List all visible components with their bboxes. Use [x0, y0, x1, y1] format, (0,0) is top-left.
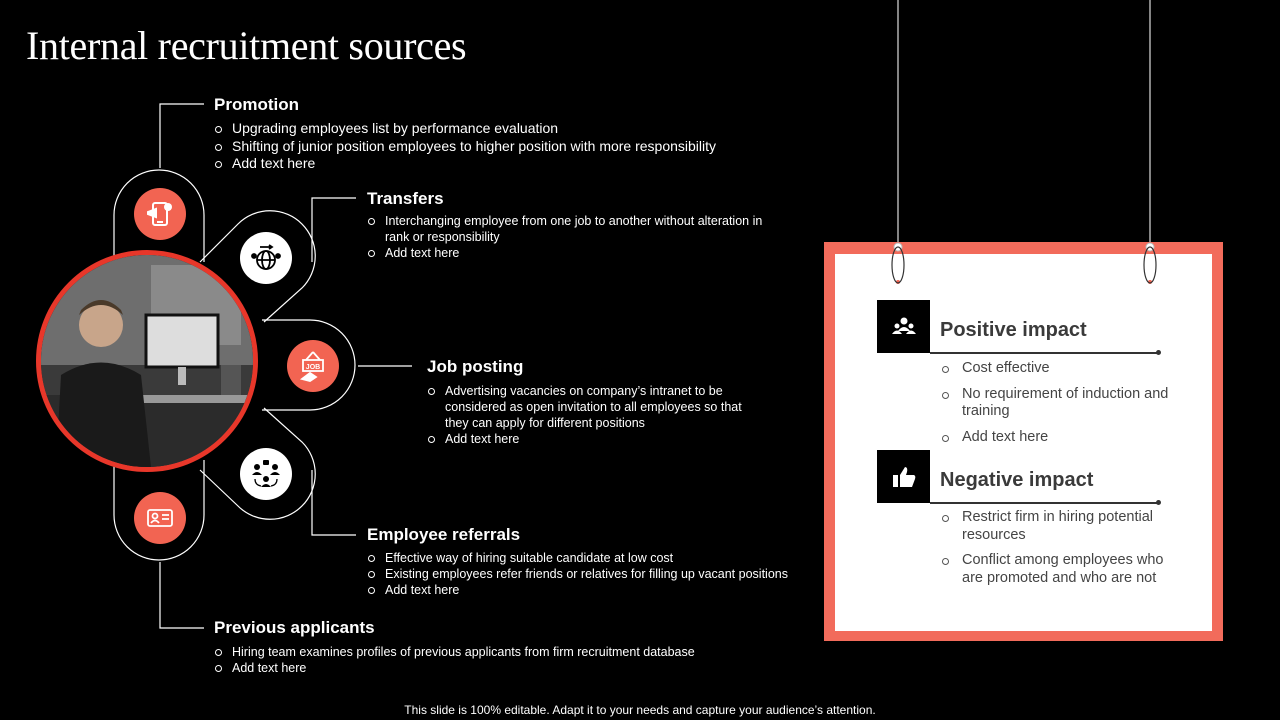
transfers-heading: Transfers	[367, 189, 444, 208]
negative-list	[941, 509, 1181, 595]
list-item: Hiring team examines profiles of previous applicants from firm recruitment database	[214, 644, 774, 660]
list-item: Add text here	[214, 660, 774, 676]
promotion-heading: Promotion	[214, 95, 299, 114]
list-item: Add text here	[214, 155, 774, 173]
list-item: Interchanging employee from one job to another without alteration in rank or responsibility	[367, 213, 777, 245]
list-item: Add text here	[367, 582, 827, 598]
negative-impact-title: Negative impact	[940, 469, 1094, 491]
list-item: Cost effective	[941, 360, 1181, 378]
negative-rule	[930, 502, 1159, 504]
previous-applicants-heading: Previous applicants	[214, 618, 375, 637]
list-item: Add text here	[367, 245, 777, 261]
team-icon	[877, 300, 930, 353]
positive-rule	[930, 352, 1159, 354]
list-item: Upgrading employees list by performance evaluation	[214, 120, 774, 138]
list-item: Shifting of junior position employees to higher position with more responsibility	[214, 138, 774, 156]
job-badge: JOB	[305, 364, 321, 371]
list-item: Conflict among employees who are promoted and who are not	[941, 552, 1181, 587]
list-item: Advertising vacancies on company’s intranet to be considered as open invitation to all employees so that they can apply for different positions	[427, 383, 747, 431]
list-item: Effective way of hiring suitable candidate at low cost	[367, 550, 827, 566]
list-item: Restrict firm in hiring potential resources	[941, 509, 1181, 544]
thumbs-up-icon	[877, 450, 930, 503]
job-posting-heading: Job posting	[427, 357, 524, 376]
list-item: No requirement of induction and training	[941, 386, 1181, 421]
positive-list	[941, 360, 1181, 454]
list-item: Add text here	[427, 431, 747, 447]
page-title: Internal recruitment sources	[26, 23, 467, 68]
list-item: Add text here	[941, 429, 1181, 447]
referrals-heading: Employee referrals	[367, 525, 521, 544]
list-item: Existing employees refer friends or relatives for filling up vacant positions	[367, 566, 827, 582]
positive-impact-title: Positive impact	[940, 319, 1087, 341]
footer-note: This slide is 100% editable. Adapt it to your needs and capture your audience’s attention.	[404, 703, 876, 717]
